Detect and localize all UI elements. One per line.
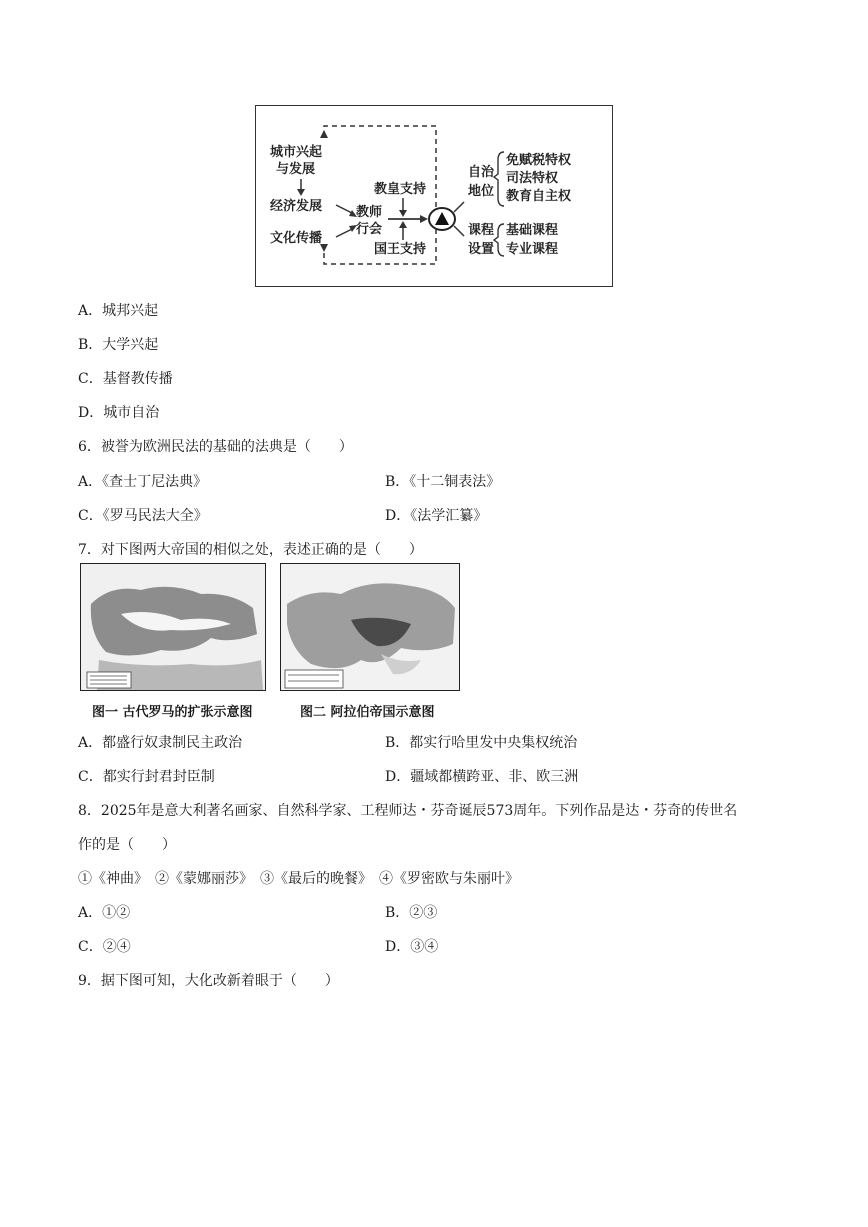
q7-option-a[interactable]: A．都盛行奴隶制民主政治 bbox=[78, 735, 243, 751]
left-item-city-2: 与发展 bbox=[276, 162, 316, 177]
q6-stem: 6．被誉为欧洲民法的基础的法典是（ ） bbox=[78, 439, 353, 455]
autonomy-label-1: 自治 bbox=[468, 165, 495, 180]
q6-option-d[interactable]: D．《法学汇纂》 bbox=[385, 508, 488, 524]
q5-option-d[interactable]: D．城市自治 bbox=[78, 405, 160, 421]
map-roman-expansion bbox=[80, 563, 266, 691]
king-support: 国王支持 bbox=[374, 242, 427, 257]
q8-option-b[interactable]: B．②③ bbox=[385, 905, 438, 921]
left-item-city: 城市兴起 bbox=[270, 145, 323, 160]
privilege-judicial: 司法特权 bbox=[506, 171, 559, 186]
q8-works: ①《神曲》 ②《蒙娜丽莎》 ③《最后的晚餐》 ④《罗密欧与朱丽叶》 bbox=[78, 871, 519, 887]
university-origin-diagram bbox=[255, 105, 613, 287]
course-basic: 基础课程 bbox=[506, 223, 559, 238]
guild-label-1: 教师 bbox=[356, 205, 383, 220]
q9-stem: 9．据下图可知，大化改新着眼于（ ） bbox=[78, 973, 339, 989]
q7-stem: 7．对下图两大帝国的相似之处，表述正确的是（ ） bbox=[78, 542, 423, 558]
q8-stem-line1: 8．2025年是意大利著名画家、自然科学家、工程师达・芬奇诞辰573周年。下列作品是达・芬奇的传世名 bbox=[78, 803, 738, 819]
privilege-education: 教育自主权 bbox=[506, 189, 572, 204]
q8-stem-line2: 作的是（ ） bbox=[78, 837, 176, 853]
left-item-economy: 经济发展 bbox=[270, 199, 323, 214]
left-item-culture: 文化传播 bbox=[270, 231, 323, 246]
q8-option-d[interactable]: D．③④ bbox=[385, 939, 439, 955]
q7-option-c[interactable]: C．都实行封君封臣制 bbox=[78, 769, 215, 785]
q6-option-a[interactable]: A．《查士丁尼法典》 bbox=[78, 474, 208, 490]
diagram-svg bbox=[256, 106, 614, 288]
q5-option-a[interactable]: A．城邦兴起 bbox=[78, 303, 159, 319]
map-arab-empire bbox=[280, 563, 460, 691]
q5-option-c[interactable]: C．基督教传播 bbox=[78, 371, 173, 387]
privilege-tax: 免赋税特权 bbox=[506, 153, 572, 168]
q7-option-d[interactable]: D．疆域都横跨亚、非、欧三洲 bbox=[385, 769, 579, 785]
course-label-1: 课程 bbox=[468, 223, 495, 238]
q8-option-c[interactable]: C．②④ bbox=[78, 939, 131, 955]
loop-arrow-top bbox=[320, 130, 328, 138]
course-professional: 专业课程 bbox=[506, 242, 559, 257]
autonomy-label-2: 地位 bbox=[468, 184, 495, 199]
course-label-2: 设置 bbox=[468, 242, 495, 257]
pope-support: 教皇支持 bbox=[374, 182, 427, 197]
q5-option-b[interactable]: B．大学兴起 bbox=[78, 337, 159, 353]
q6-option-b[interactable]: B．《十二铜表法》 bbox=[385, 474, 501, 490]
q7-option-b[interactable]: B．都实行哈里发中央集权统治 bbox=[385, 735, 578, 751]
q6-option-c[interactable]: C．《罗马民法大全》 bbox=[78, 508, 208, 524]
map-caption-1: 图一 古代罗马的扩张示意图 bbox=[92, 705, 253, 720]
guild-label-2: 行会 bbox=[356, 222, 383, 237]
map-caption-2: 图二 阿拉伯帝国示意图 bbox=[300, 705, 435, 720]
q8-option-a[interactable]: A．①② bbox=[78, 905, 131, 921]
